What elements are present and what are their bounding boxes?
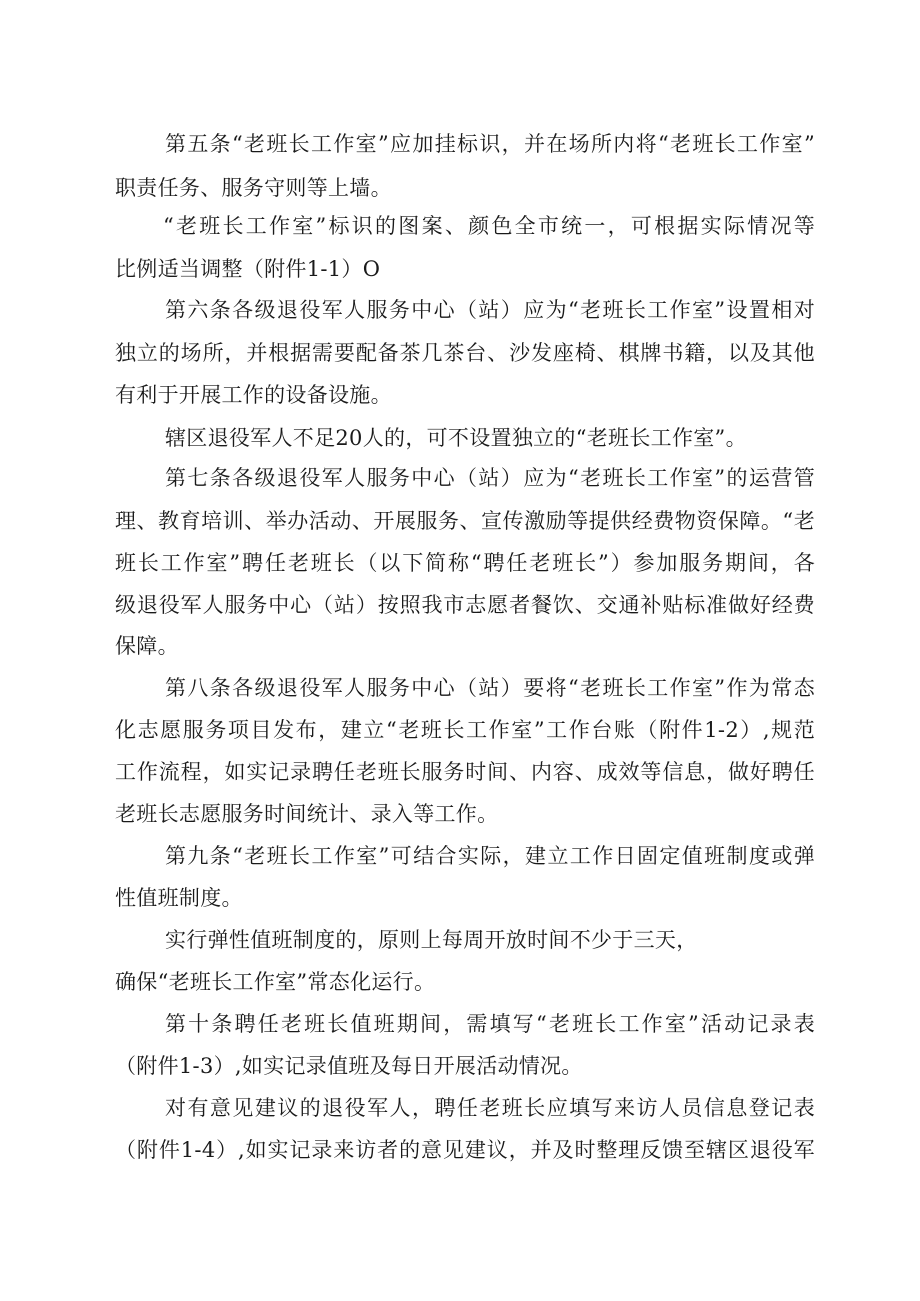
text-line: 化志愿服务项目发布，建立“老班长工作室”工作台账（附件1-2）,规范	[115, 718, 815, 742]
text-line: 比例适当调整（附件1-1）O	[115, 257, 381, 281]
text-line: 对有意见建议的退役军人，聘任老班长应填写来访人员信息登记表	[165, 1096, 815, 1120]
text-line: 第五条“老班长工作室”应加挂标识，并在场所内将“老班长工作室”	[165, 132, 815, 156]
text-line: 第九条“老班长工作室”可结合实际，建立工作日固定值班制度或弹	[165, 844, 815, 868]
text-line: 实行弹性值班制度的，原则上每周开放时间不少于三天，	[165, 928, 698, 952]
text-line: 老班长志愿服务时间统计、录入等工作。	[115, 802, 499, 826]
text-line: 职责任务、服务守则等上墙。	[115, 176, 392, 200]
text-line: 保障。	[115, 634, 179, 658]
text-line: 有利于开展工作的设备设施。	[115, 383, 392, 407]
text-line: 第十条聘任老班长值班期间，需填写“老班长工作室”活动记录表	[165, 1012, 815, 1036]
text-line: 确保“老班长工作室”常态化运行。	[115, 970, 436, 994]
text-line: 性值班制度。	[115, 886, 243, 910]
text-line: 第八条各级退役军人服务中心（站）要将“老班长工作室”作为常态	[165, 676, 815, 700]
text-line: 第六条各级退役军人服务中心（站）应为“老班长工作室”设置相对	[165, 298, 815, 322]
text-line: 第七条各级退役军人服务中心（站）应为“老班长工作室”的运营管	[165, 466, 815, 490]
text-line: 工作流程，如实记录聘任老班长服务时间、内容、成效等信息，做好聘任	[115, 760, 815, 784]
text-line: 辖区退役军人不足20人的，可不设置独立的“老班长工作室”。	[165, 426, 747, 450]
text-line: 理、教育培训、举办活动、开展服务、宣传激励等提供经费物资保障。“老	[115, 509, 815, 533]
text-line: （附件1-3）,如实记录值班及每日开展活动情况。	[115, 1054, 583, 1078]
text-line: 级退役军人服务中心（站）按照我市志愿者餐饮、交通补贴标准做好经费	[115, 593, 815, 617]
text-line: （附件1-4）,如实记录来访者的意见建议，并及时整理反馈至辖区退役军	[115, 1138, 815, 1162]
text-line: “老班长工作室”标识的图案、颜色全市统一，可根据实际情况等	[163, 214, 815, 238]
text-line: 班长工作室”聘任老班长（以下简称“聘任老班长”）参加服务期间，各	[115, 551, 815, 575]
text-line: 独立的场所，并根据需要配备茶几茶台、沙发座椅、棋牌书籍，以及其他	[115, 341, 815, 365]
